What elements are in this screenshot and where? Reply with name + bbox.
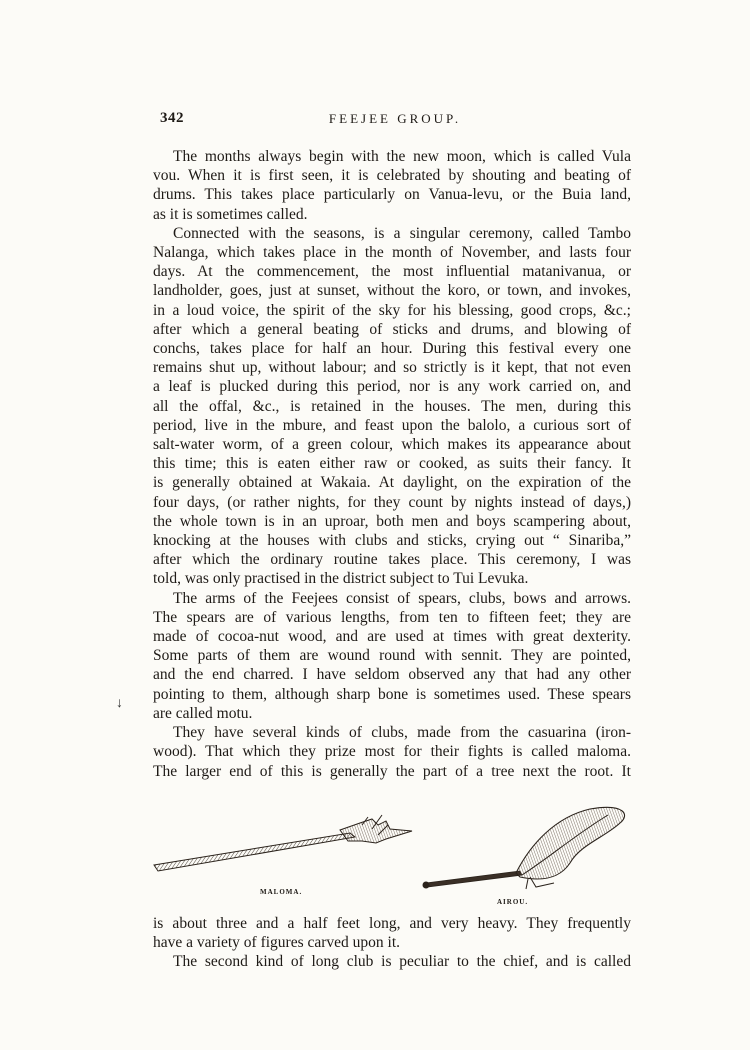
margin-mark: ↓	[116, 696, 123, 711]
paragraph-line: The arms of the Feejees consist of spears, clubs, bows and arrows.	[173, 589, 631, 607]
main-text	[153, 147, 631, 781]
paragraph-line: is generally obtained at Wakaia. At daylight, on the expiration of the	[153, 474, 631, 492]
paragraph-line: Some parts of them are wound round with sennit. They are pointed,	[153, 647, 631, 665]
paragraph-line: after which a general beating of sticks and drums, and blowing of	[153, 320, 631, 338]
paragraph-line: They have several kinds of clubs, made from the casuarina (iron-	[173, 724, 631, 742]
paragraph-line: wood). That which they prize most for their fights is called maloma.	[153, 743, 631, 761]
paragraph-line: as it is sometimes called.	[153, 205, 308, 223]
caption-maloma: MALOMA.	[260, 888, 303, 896]
paragraph-line: all the offal, &c., is retained in the houses. The men, during this	[153, 397, 631, 415]
paragraph-line: the whole town is in an uproar, both men and boys scampering about,	[153, 512, 631, 530]
paragraph-line: period, live in the mbure, and feast upon the balolo, a curious sort of	[153, 416, 631, 434]
paragraph-line: days. At the commencement, the most influential matanivanua, or	[153, 263, 631, 281]
clubs-engraving	[150, 805, 630, 910]
airou-club-drawing	[423, 807, 625, 889]
paragraph-line: drums. This takes place particularly on Vanua-levu, or the Buia land,	[153, 186, 631, 204]
paragraph-line: after which the ordinary routine takes place. This ceremony, I was	[153, 551, 631, 569]
paragraph-line: this time; this is eaten either raw or cooked, as suits their fancy. It	[153, 455, 631, 473]
paragraph-line: conchs, takes place for half an hour. During this festival every one	[153, 340, 631, 358]
running-head	[160, 110, 630, 130]
paragraph-line: The second kind of long club is peculiar to the chief, and is called	[173, 953, 631, 971]
paragraph-line: knocking at the houses with clubs and sticks, crying out “ Sinariba,”	[153, 532, 631, 550]
paragraph-line: The spears are of various lengths, from ten to fifteen feet; they are	[153, 608, 631, 626]
paragraph-line: Connected with the seasons, is a singular ceremony, called Tambo	[173, 224, 631, 242]
running-title: FEEJEE GROUP.	[328, 111, 462, 126]
paragraph-line: a leaf is plucked during this period, nor is any work carried on, and	[153, 378, 631, 396]
paragraph-line: is about three and a half feet long, and very heavy. They frequently	[153, 915, 631, 932]
paragraph-line: remains shut up, without labour; and so strictly is it kept, that not even	[153, 359, 631, 377]
paragraph-line: Nalanga, which takes place in the month of November, and lasts four	[153, 244, 631, 262]
page-number: 342	[160, 110, 184, 126]
paragraph-line: vou. When it is first seen, it is celebrated by shouting and beating of	[153, 167, 631, 185]
paragraph-line: made of cocoa-nut wood, and are used at times with great dexterity.	[153, 628, 631, 646]
paragraph-line: The larger end of this is generally the part of a tree next the root. It	[153, 762, 631, 780]
paragraph-line: landholder, goes, just at sunset, without the koro, or town, and invokes,	[153, 282, 631, 300]
continuation-text	[153, 914, 631, 972]
paragraph-line: and the end charred. I have seldom observed any that had any other	[153, 666, 631, 684]
paragraph-line: are called motu.	[153, 704, 253, 722]
paragraph-line: told, was only practised in the district subject to Tui Levuka.	[153, 570, 529, 588]
paragraph-line: salt-water worm, of a green colour, which makes its appearance about	[153, 436, 631, 454]
paragraph-line: in a loud voice, the spirit of the sky for his blessing, good crops, &c.;	[153, 301, 631, 319]
paragraph-line: pointing to them, although sharp bone is sometimes used. These spears	[153, 685, 631, 703]
clubs-illustration	[150, 805, 630, 910]
caption-airou: AIROU.	[497, 898, 529, 906]
paragraph-line: four days, (or rather nights, for they count by nights instead of days,)	[153, 493, 631, 511]
paragraph-line: The months always begin with the new moon, which is called Vula	[173, 148, 631, 165]
maloma-club-drawing	[154, 815, 412, 871]
paragraph-line: have a variety of figures carved upon it.	[153, 934, 401, 952]
